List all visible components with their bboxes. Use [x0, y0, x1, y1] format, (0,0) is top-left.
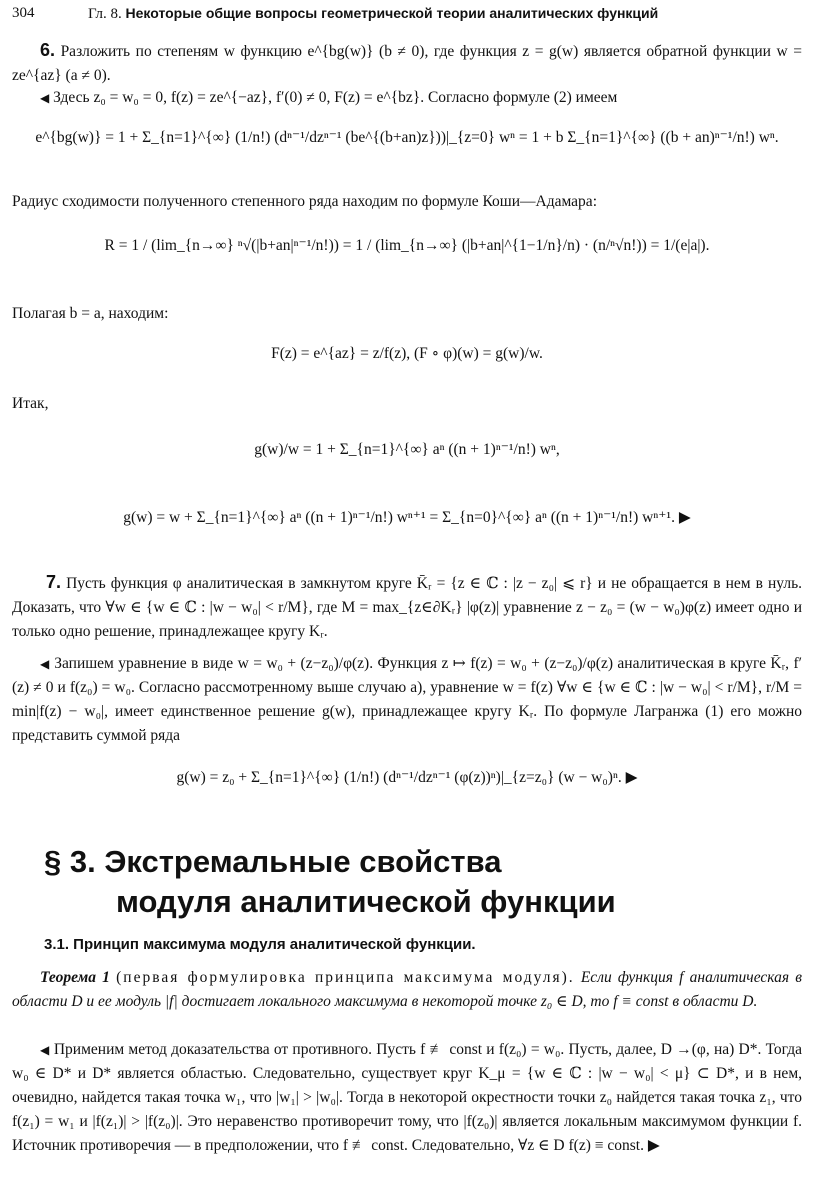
page-number: 304 [12, 5, 35, 21]
radius-text: Радиус сходимости полученного степенного ряда находим по формуле Коши—Адамара: [12, 193, 597, 210]
section-title-line-2: модуля аналитической функции [116, 884, 616, 919]
section-title-line-1: Экстремальные свойства [104, 844, 502, 879]
subsection-heading: 3.1. Принцип максимума модуля аналитической функции. [44, 936, 476, 953]
chapter-prefix: Гл. 8. [88, 6, 122, 22]
problem-7-statement [12, 570, 802, 644]
section-number: § 3. [44, 844, 96, 879]
theorem-1-proof [12, 1038, 802, 1158]
so-text: Итак, [12, 395, 49, 412]
formula-6-4: g(w)/w = 1 + Σ_{n=1}^{∞} aⁿ ((n + 1)ⁿ⁻¹/n!) wⁿ, [254, 441, 560, 458]
setting-text: Полагая b = a, находим: [12, 305, 169, 322]
problem-7-solution [12, 652, 802, 748]
proof-start-marker: ◀ [40, 91, 50, 105]
formula-6-2: R = 1 / (lim_{n→∞} ⁿ√(|b+an|ⁿ⁻¹/n!)) = 1 / (lim_{n→∞} (|b+an|^{1−1/n}/n) · (n/ⁿ√n!)) = 1/(e|a|). [104, 237, 710, 254]
problem-6-text: Разложить по степеням w функцию e^{bg(w)} (b ≠ 0), где функция z = g(w) является обратной функции w = ze^{az} (a ≠ 0). [12, 43, 802, 84]
theorem-1 [12, 966, 802, 1014]
chapter-title: Некоторые общие вопросы геометрической теории аналитических функций [125, 5, 659, 21]
chapter-header [88, 5, 658, 23]
formula-6-5: g(w) = w + Σ_{n=1}^{∞} aⁿ ((n + 1)ⁿ⁻¹/n!) wⁿ⁺¹ = Σ_{n=0}^{∞} aⁿ ((n + 1)ⁿ⁻¹/n!) wⁿ⁺¹. ▶ [123, 509, 691, 526]
problem-6-intro-text: Здесь z₀ = w₀ = 0, f(z) = ze^{−az}, f′(0) ≠ 0, F(z) = e^{bz}. Согласно формуле (2) имеем [53, 89, 618, 106]
theorem-statement: Если функция f аналитическая в области D и ее модуль |f| достигает локального максимума в некоторой точке z₀ ∈ D, то f ≡ const в области D. [12, 969, 803, 1010]
formula-6-3: F(z) = e^{az} = z/f(z), (F ∘ φ)(w) = g(w)/w. [271, 345, 543, 362]
theorem-label: Теорема 1 [40, 969, 110, 986]
problem-7-text: Пусть функция φ аналитическая в замкнутом круге K̄ᵣ = {z ∈ ℂ : |z − z₀| ⩽ r} и не обращается в нем в нуль. Доказать, что ∀w ∈ {w ∈ ℂ : |w − w₀| < r/M}, где M = max_{z∈∂Kᵣ} |φ(z)| уравнение z − z₀ = (w − w₀)φ(z) имеет одно и только одно решение, принадлежащее кругу Kᵣ. [12, 575, 803, 640]
section-heading [44, 842, 616, 922]
formula-6-1: e^{bg(w)} = 1 + Σ_{n=1}^{∞} (1/n!) (dⁿ⁻¹/dzⁿ⁻¹ (be^{(b+an)z}))|_{z=0} wⁿ = 1 + b Σ_{n=1}^{∞} ((b + an)ⁿ⁻¹/n!) wⁿ. [35, 129, 779, 146]
proof-start-marker-th: ◀ [40, 1043, 50, 1057]
problem-7-solution-text: Запишем уравнение в виде w = w₀ + (z−z₀)/φ(z). Функция z ↦ f(z) = w₀ + (z−z₀)/φ(z) аналитическая в круге K̄ᵣ, f′(z) ≠ 0 и f(z₀) = w₀. Согласно рассмотренному выше случаю а), уравнение w = f(z) ∀w ∈ {w ∈ ℂ : |w − w₀| < r/M}, r/M = min|f(z) − w₀|, имеет единственное решение g(w), принадлежащее кругу Kᵣ. По формуле Лагранжа (1) его можно представить суммой ряда [12, 655, 802, 744]
problem-7-number: 7. [46, 572, 62, 592]
problem-6-number: 6. [40, 40, 56, 60]
running-header [12, 5, 804, 27]
problem-6-solution-intro [12, 86, 802, 110]
theorem-proof-text: Применим метод доказательства от противного. Пусть f ≢ const и f(z₀) = w₀. Пусть, далее, D →(φ, на) D*. Тогда w₀ ∈ D* и D* является областью. Следовательно, существует круг K_μ = {w ∈ ℂ : |w − w₀| < μ} ⊂ D*, и в нем, очевидно, найдется такая точка w₁, что |w₁| > |w₀|. Тогда в некоторой окрестности точки z₀ найдется такая точка z₁, что f(z₁) = w₁ и |f(z₁)| > |f(z₀)|. Это неравенство противоречит тому, что |f(z₀)| является локальным максимумом функции f. Источник противоречия — в предположении, что f ≢ const. Следовательно, ∀z ∈ D f(z) ≡ const. ▶ [12, 1041, 802, 1154]
problem-6-statement [12, 38, 802, 88]
formula-7-1: g(w) = z₀ + Σ_{n=1}^{∞} (1/n!) (dⁿ⁻¹/dzⁿ⁻¹ (φ(z))ⁿ)|_{z=z₀} (w − w₀)ⁿ. ▶ [176, 769, 638, 786]
theorem-parenthetical: (первая формулировка принципа максимума модуля). [116, 969, 575, 986]
proof-start-marker-7: ◀ [40, 657, 50, 671]
